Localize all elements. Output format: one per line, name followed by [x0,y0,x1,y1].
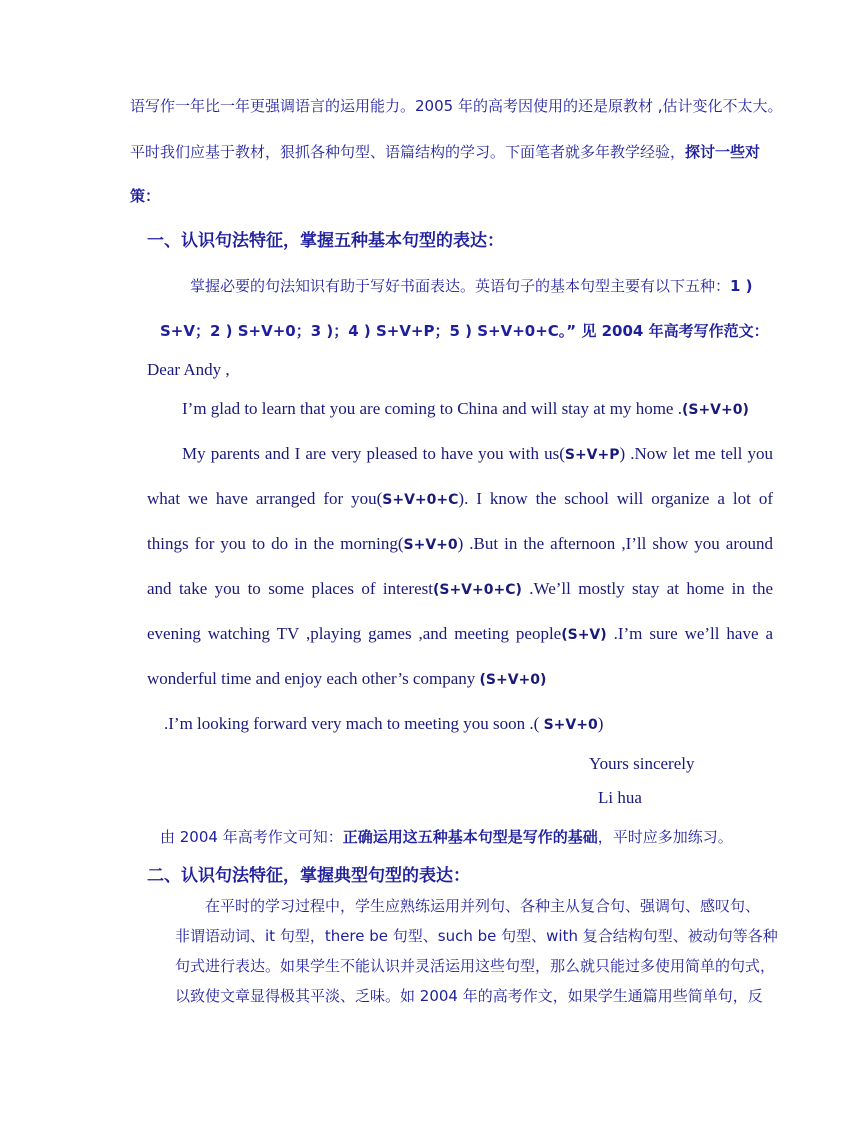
letter-salutation: Dear Andy , [147,360,230,379]
section-2-paragraph-line-4: 以致使文章显得极其平淡、乏味。如 2004 年的高考作文，如果学生通篇用些简单句，反 [175,987,763,1005]
letter-line-5: and take you to some places of interest(S+V+0+C) .We’ll mostly stay at home in the [147,579,773,598]
letter-line-8: .I’m looking forward very mach to meeting you soon .( S+V+0) [164,714,604,733]
letter-closing: Yours sincerely [589,754,695,773]
letter-line-2: My parents and I are very pleased to have you with us(S+V+P) .Now let me tell you [182,444,773,463]
letter-line-3: what we have arranged for you(S+V+0+C). I know the school will organize a lot of [147,489,773,508]
letter-line-6: evening watching TV ,playing games ,and meeting people(S+V) .I’m sure we’ll have a [147,624,773,643]
section-1-paragraph-line-1: 掌握必要的句法知识有助于写好书面表达。英语句子的基本句型主要有以下五种：1 ) [190,277,753,295]
section-2-paragraph-line-1: 在平时的学习过程中，学生应熟练运用并列句、各种主从复合句、强调句、感叹句、 [205,897,761,915]
section-2-paragraph-line-2: 非谓语动词、it 句型，there be 句型、such be 句型、with 复合结构句型、被动句等各种 [175,927,778,945]
summary-line: 由 2004 年高考作文可知：正确运用这五种基本句型是写作的基础，平时应多加练习。 [160,828,733,846]
section-2-paragraph-line-3: 句式进行表达。如果学生不能认识并灵活运用这些句型，那么就只能过多使用简单的句式， [175,957,776,975]
intro-line-1: 语写作一年比一年更强调语言的运用能力。2005 年的高考因使用的还是原教材 ,估计变化不太大。 [130,97,783,115]
letter-line-7: wonderful time and enjoy each other’s company (S+V+0) [147,669,547,688]
letter-signature: Li hua [598,788,642,807]
letter-line-4: things for you to do in the morning(S+V+0) .But in the afternoon ,I’ll show you around [147,534,773,553]
intro-line-3: 策： [130,187,161,205]
section-1-paragraph-line-2: S+V；2 ) S+V+0；3 )；4 ) S+V+P；5 ) S+V+0+C。” 见 2004 年高考写作范文： [160,322,769,340]
section-2-heading: 二、认识句法特征，掌握典型句型的表达： [147,866,470,886]
section-1-heading: 一、认识句法特征，掌握五种基本句型的表达： [147,231,504,251]
letter-line-1: I’m glad to learn that you are coming to China and will stay at my home .(S+V+0) [182,399,749,418]
intro-line-2: 平时我们应基于教材，狠抓各种句型、语篇结构的学习。下面笔者就多年教学经验，探讨一些对 [130,143,761,161]
